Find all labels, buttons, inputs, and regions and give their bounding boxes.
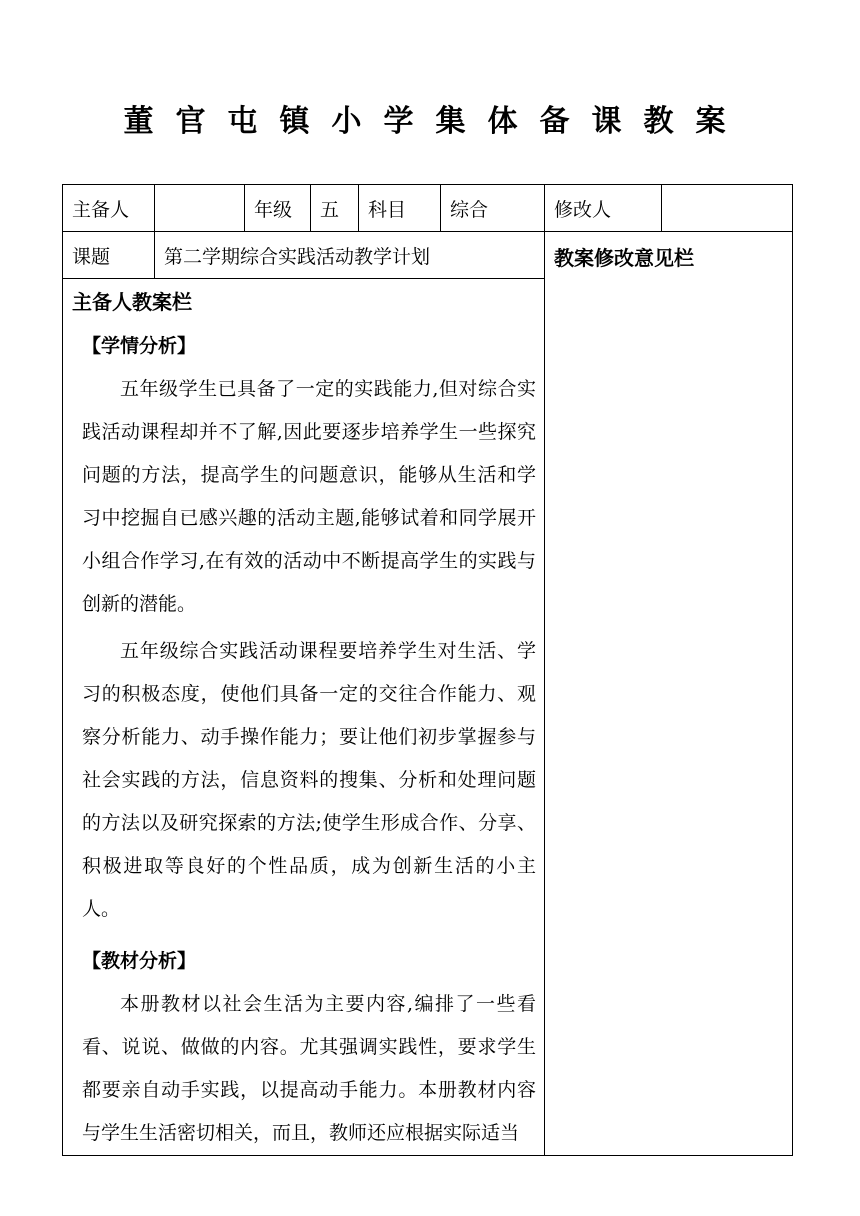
topic-label: 课题: [63, 232, 155, 279]
main-header: 主备人教案栏: [72, 290, 192, 314]
lead-teacher-value: [155, 185, 245, 232]
lesson-plan-table: [62, 184, 793, 1156]
grade-value: 五: [311, 185, 359, 232]
section-heading-material-analysis: 【教材分析】: [82, 950, 197, 972]
lead-teacher-label: 主备人: [63, 185, 155, 232]
main-content-cell: [63, 279, 545, 1156]
grade-label: 年级: [245, 185, 311, 232]
reviser-value: [662, 185, 793, 232]
subject-label: 科目: [359, 185, 441, 232]
reviser-label: 修改人: [545, 185, 662, 232]
section-heading-learning-analysis: 【学情分析】: [82, 335, 197, 357]
topic-row: [63, 232, 793, 279]
review-header: 教案修改意见栏: [554, 246, 694, 270]
subject-value: 综合: [441, 185, 545, 232]
paragraph: 五年级学生已具备了一定的实践能力,但对综合实践活动课程却并不了解,因此要逐步培养学生一些探究问题的方法，提高学生的问题意识，能够从生活和学习中挖掘自已感兴趣的活动主题,能够试着和同学展开小组合作学习,在有效的活动中不断提高学生的实践与创新的潜能。: [82, 378, 536, 615]
document-title: 董官屯镇小学集体备课教案: [123, 104, 748, 139]
paragraph: 本册教材以社会生活为主要内容,编排了一些看看、说说、做做的内容。尤其强调实践性，要求学生都要亲自动手实践，以提高动手能力。本册教材内容与学生生活密切相关，而且，教师还应根据实际适当: [82, 993, 536, 1144]
paragraph: 五年级综合实践活动课程要培养学生对生活、学习的积极态度，使他们具备一定的交往合作能力、观察分析能力、动手操作能力；要让他们初步掌握参与社会实践的方法，信息资料的搜集、分析和处理问题的方法以及研究探索的方法;使学生形成合作、分享、积极进取等良好的个性品质，成为创新生活的小主人。: [82, 640, 536, 920]
header-row: [63, 185, 793, 232]
review-column: [545, 232, 793, 1156]
topic-value: 第二学期综合实践活动教学计划: [155, 232, 545, 279]
